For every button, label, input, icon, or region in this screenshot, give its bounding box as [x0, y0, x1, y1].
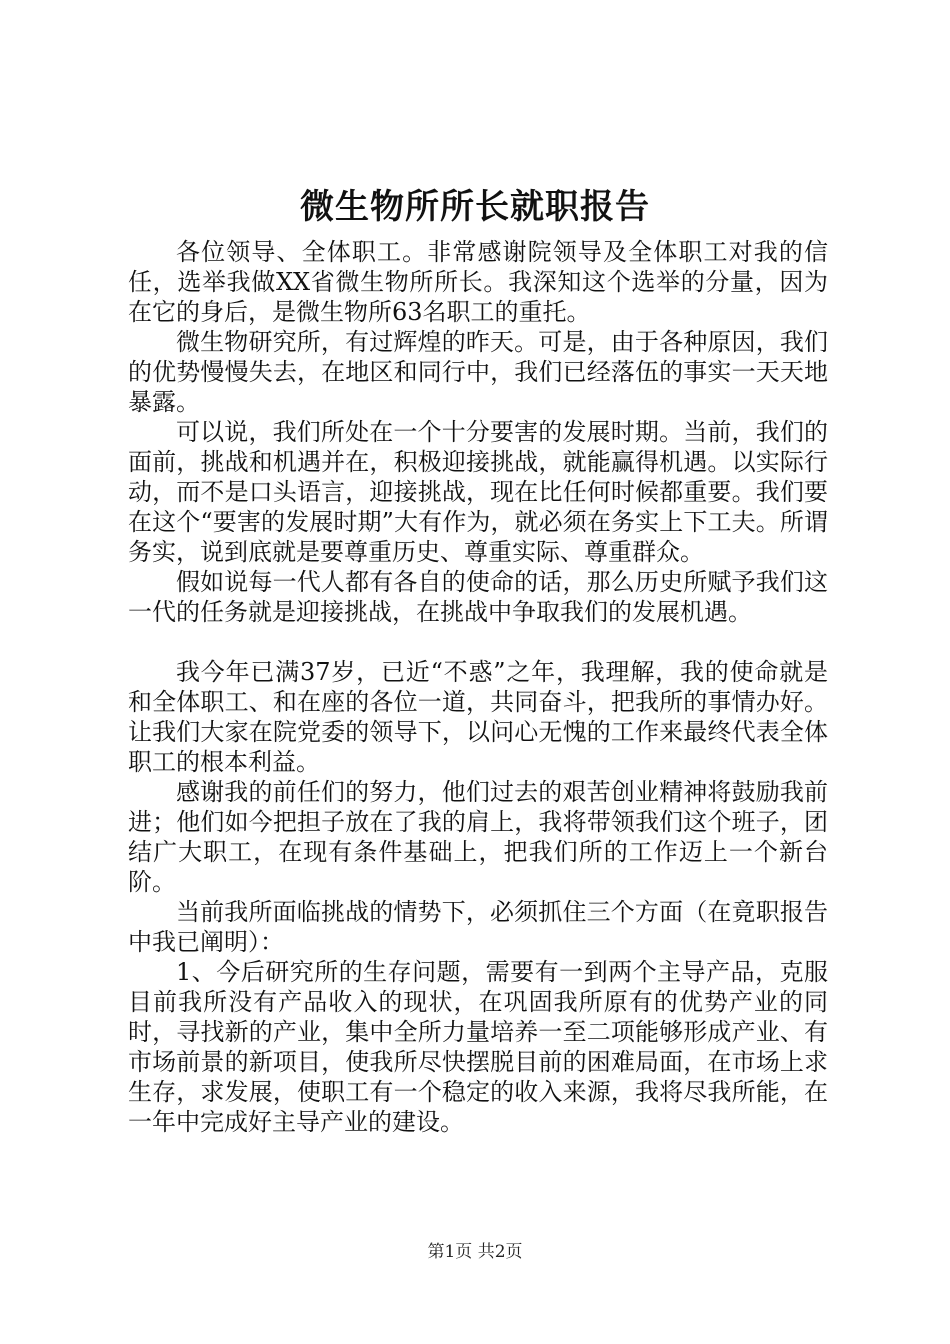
page-number-footer: 第1页 共2页 — [427, 1242, 523, 1262]
paragraph-three-aspects: 当前我所面临挑战的情势下，必须抓住三个方面（在竟职报告中我已阐明）： — [128, 898, 828, 956]
paragraph-generation-mission: 假如说每一代人都有各自的使命的话，那么历史所赋予我们这一代的任务就是迎接挑战，在挑战中争取我们的发展机遇。 — [128, 568, 828, 626]
paragraph-personal-mission: 我今年已满37岁，已近“不惑”之年，我理解，我的使命就是和全体职工、和在座的各位一道，共同奋斗，把我所的事情办好。让我们大家在院党委的领导下，以问心无愧的工作来最终代表全体职工的根本利益。 — [128, 658, 828, 776]
document-body — [128, 237, 828, 1137]
paragraph-critical-period: 可以说，我们所处在一个十分要害的发展时期。当前，我们的面前，挑战和机遇并在，积极迎接挑战，就能赢得机遇。以实际行动，而不是口头语言，迎接挑战，现在比任何时候都重要。我们要在这个“要害的发展时期”大有作为，就必须在务实上下工夫。所谓务实，说到底就是要尊重历史、尊重实际、尊重群众。 — [128, 418, 828, 566]
paragraph-thanks-predecessors: 感谢我的前任们的努力，他们过去的艰苦创业精神将鼓励我前进；他们如今把担子放在了我的肩上，我将带领我们这个班子，团结广大职工，在现有条件基础上，把我们所的工作迈上一个新台阶。 — [128, 778, 828, 896]
paragraph-history: 微生物研究所，有过辉煌的昨天。可是，由于各种原因，我们的优势慢慢失去，在地区和同行中，我们已经落伍的事实一天天地暴露。 — [128, 328, 828, 416]
paragraph-spacer — [128, 627, 828, 657]
document-title: 微生物所所长就职报告 — [300, 187, 650, 227]
paragraph-point-one: 1、今后研究所的生存问题，需要有一到两个主导产品，克服目前我所没有产品收入的现状，在巩固我所原有的优势产业的同时，寻找新的产业，集中全所力量培养一至二项能够形成产业、有市场前景的新项目，使我所尽快摆脱目前的困难局面，在市场上求生存，求发展，使职工有一个稳定的收入来源，我将尽我所能，在一年中完成好主导产业的建设。 — [128, 958, 828, 1136]
paragraph-greeting: 各位领导、全体职工。非常感谢院领导及全体职工对我的信任，选举我做XX省微生物所所长。我深知这个选举的分量，因为在它的身后，是微生物所63名职工的重托。 — [128, 238, 828, 326]
